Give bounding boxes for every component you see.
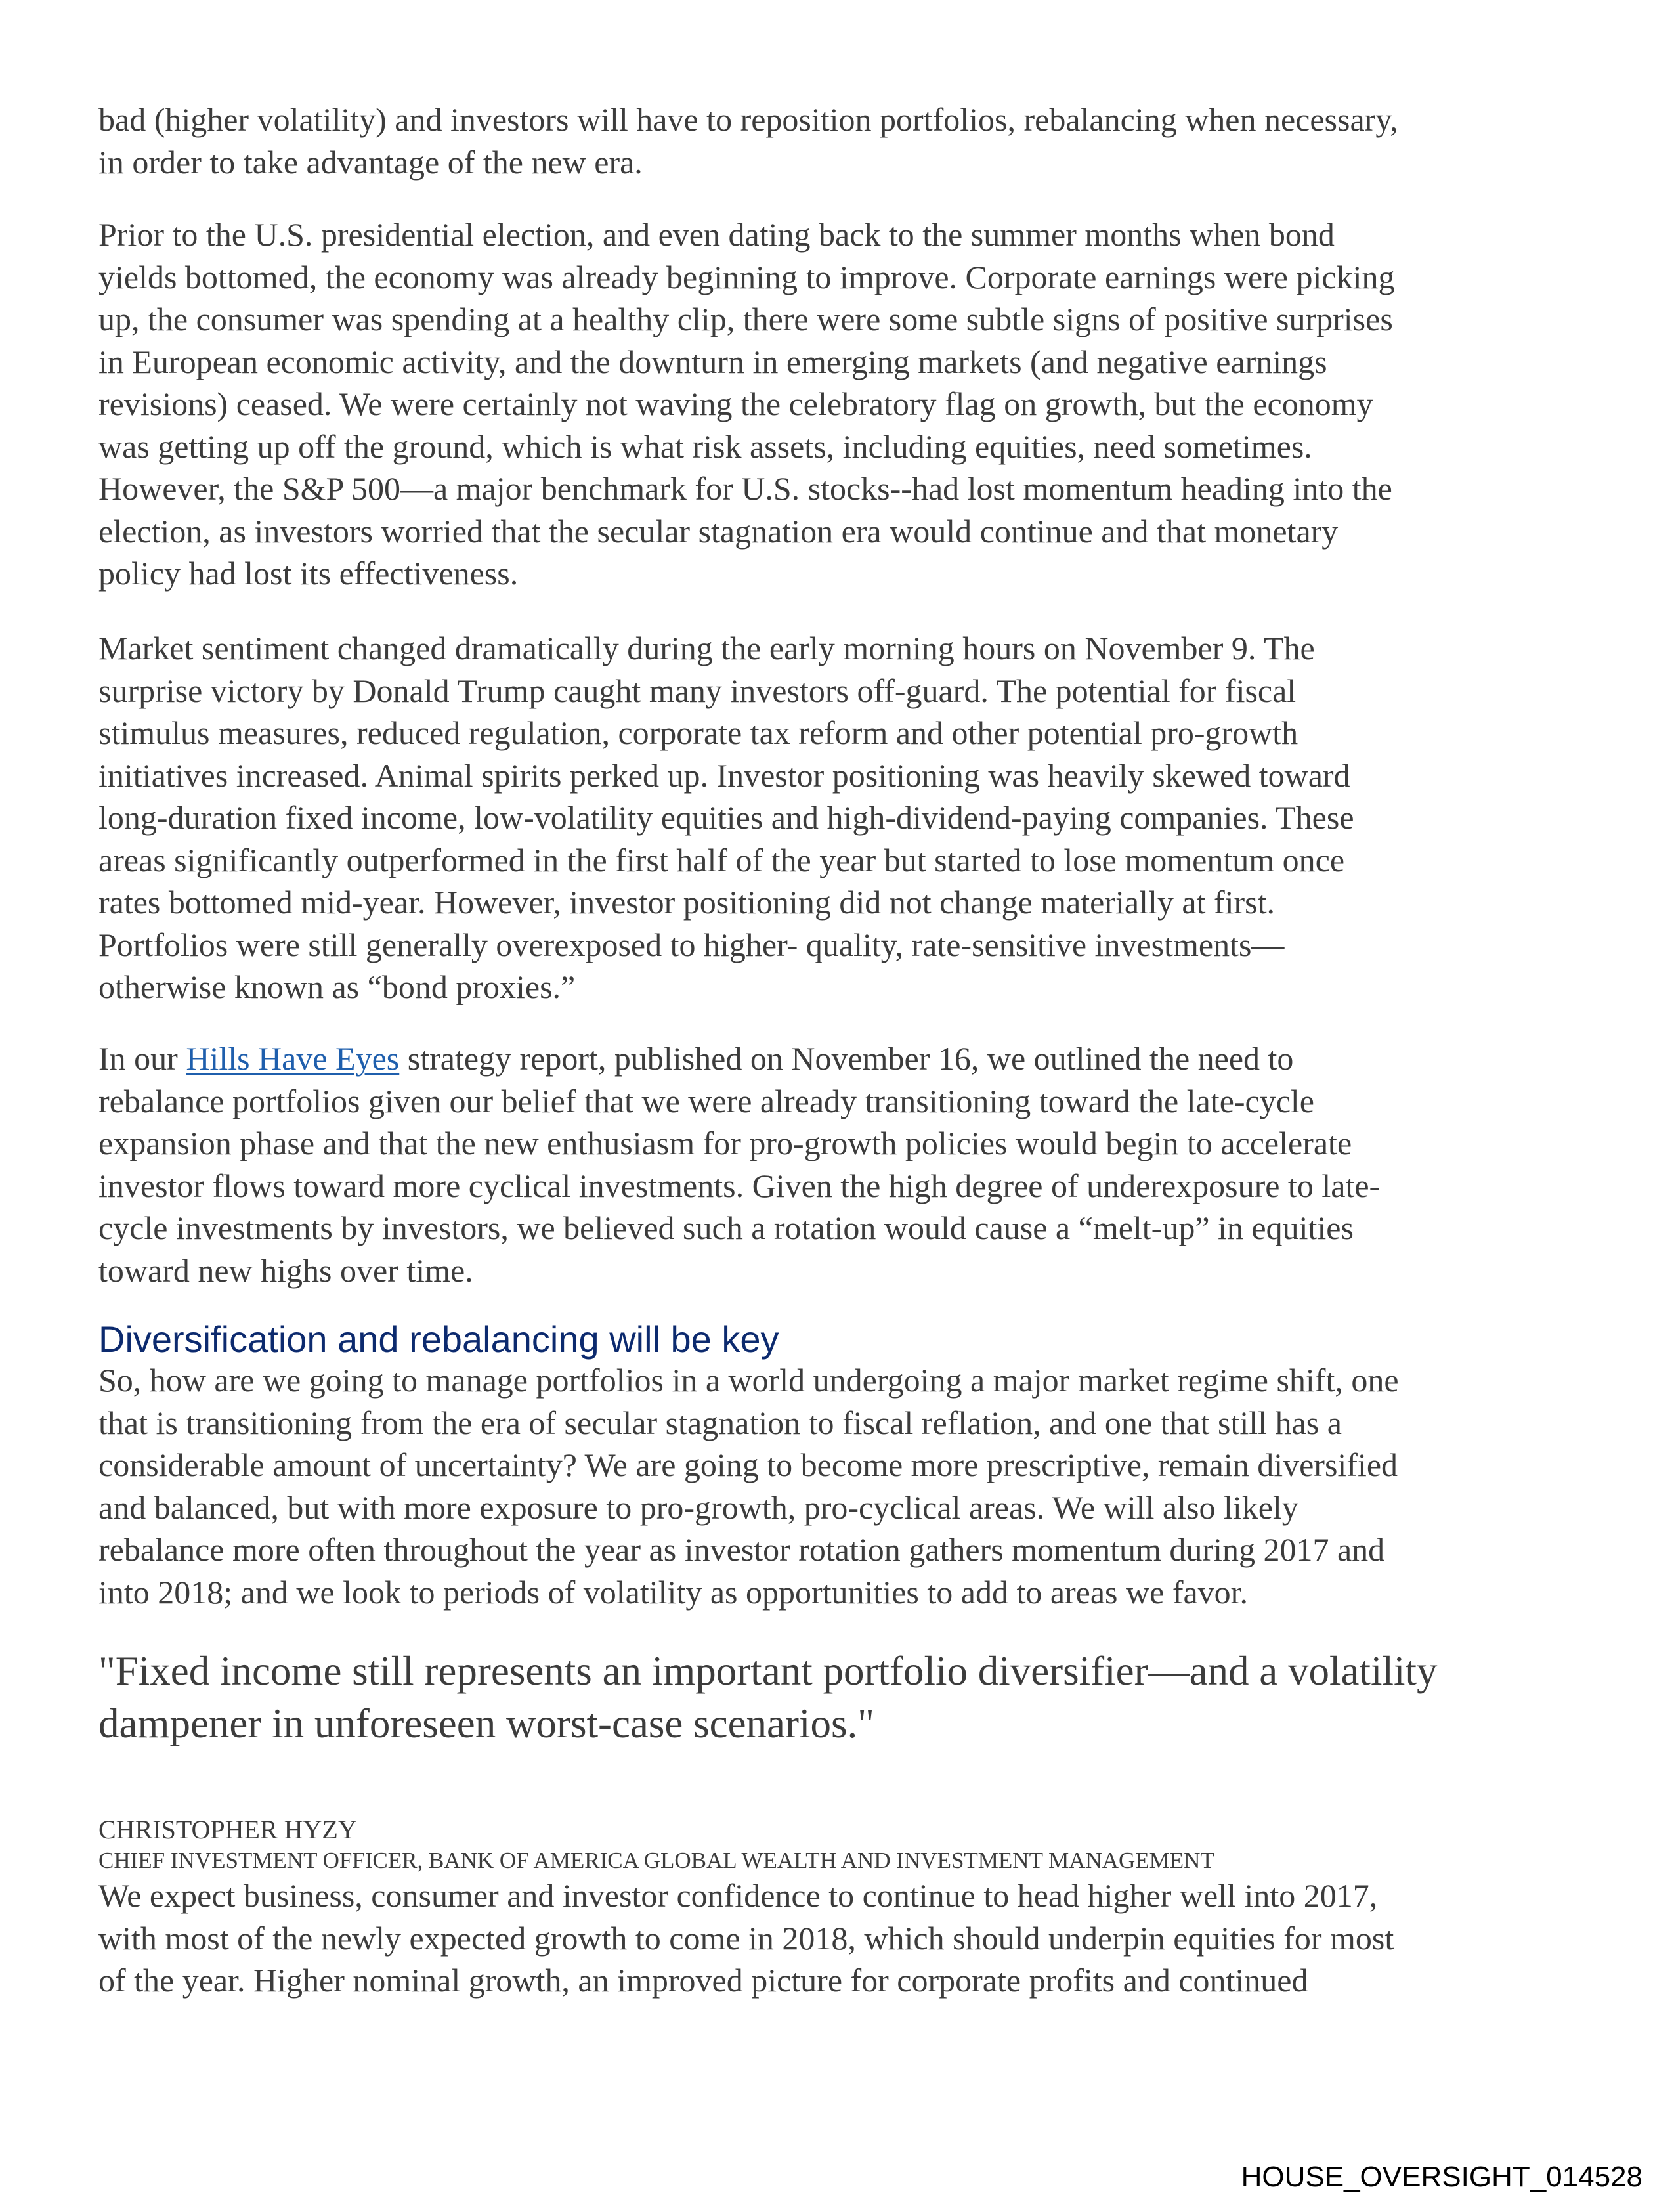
text-line: toward new highs over time. — [98, 1251, 473, 1289]
text-line: Market sentiment changed dramatically during the early morning hours on November 9. The — [98, 630, 1315, 666]
text-line: stimulus measures, reduced regulation, corporate tax reform and other potential pro-growth — [98, 714, 1298, 751]
text-line: and balanced, but with more exposure to pro-growth, pro-cyclical areas. We will also likely — [98, 1488, 1298, 1526]
text-line: So, how are we going to manage portfolios in a world undergoing a major market regime shift, one — [98, 1362, 1399, 1399]
paragraph-market-sentiment — [98, 627, 1576, 1008]
text-line: considerable amount of uncertainty? We are going to become more prescriptive, remain diversified — [98, 1446, 1398, 1483]
quote-line: "Fixed income still represents an important portfolio diversifier—and a volatility — [98, 1648, 1438, 1694]
text-line: election, as investors worried that the secular stagnation era would continue and that monetary — [98, 512, 1339, 550]
text-line: bad (higher volatility) and investors will have to reposition portfolios, rebalancing when necessary, — [98, 101, 1398, 138]
text-line: long-duration fixed income, low-volatility equities and high-dividend-paying companies. These — [98, 799, 1354, 836]
text-line: in order to take advantage of the new era. — [98, 143, 643, 181]
text-line: We expect business, consumer and investor confidence to continue to head higher well into 2017, — [98, 1877, 1378, 1914]
text-line: of the year. Higher nominal growth, an improved picture for corporate profits and continued — [98, 1962, 1308, 1999]
text-line — [98, 1037, 1576, 1080]
text-line: that is transitioning from the era of secular stagnation to fiscal reflation, and one that still has a — [98, 1404, 1342, 1441]
text-line: with most of the newly expected growth to come in 2018, which should underpin equities for most — [98, 1919, 1394, 1957]
quote-author-title: CHIEF INVESTMENT OFFICER, BANK OF AMERICA GLOBAL WEALTH AND INVESTMENT MANAGEMENT — [98, 1848, 1214, 1873]
text-fragment: In our — [98, 1040, 186, 1077]
pull-quote — [98, 1645, 1576, 1750]
text-line: in European economic activity, and the downturn in emerging markets (and negative earnings — [98, 343, 1327, 380]
text-line: otherwise known as “bond proxies.” — [98, 968, 576, 1005]
paragraph-diversification — [98, 1359, 1576, 1613]
hills-have-eyes-link[interactable]: Hills Have Eyes — [186, 1040, 400, 1077]
quote-author-name: CHRISTOPHER HYZY — [98, 1815, 357, 1844]
quote-line: dampener in unforeseen worst-case scenarios." — [98, 1701, 874, 1746]
text-line: However, the S&P 500—a major benchmark for U.S. stocks--had lost momentum heading into the — [98, 470, 1392, 507]
text-line: rebalance portfolios given our belief that we were already transitioning toward the late-cycle — [98, 1082, 1315, 1119]
text-line: initiatives increased. Animal spirits perked up. Investor positioning was heavily skewed toward — [98, 756, 1350, 794]
text-line: cycle investments by investors, we believed such a rotation would cause a “melt-up” in equities — [98, 1209, 1354, 1246]
text-line: surprise victory by Donald Trump caught many investors off-guard. The potential for fiscal — [98, 672, 1297, 709]
text-line: rebalance more often throughout the year as investor rotation gathers momentum during 2017 and — [98, 1531, 1385, 1568]
text-line: yields bottomed, the economy was already beginning to improve. Corporate earnings were picking — [98, 258, 1395, 295]
text-line: Portfolios were still generally overexposed to higher- quality, rate-sensitive investments— — [98, 926, 1285, 963]
paragraph-confidence-outlook — [98, 1875, 1576, 2002]
text-line: policy had lost its effectiveness. — [98, 555, 519, 592]
text-line: Prior to the U.S. presidential election, and even dating back to the summer months when bond — [98, 216, 1335, 253]
paragraph-strategy-report — [98, 1037, 1576, 1291]
text-line: up, the consumer was spending at a healthy clip, there were some subtle signs of positive surprises — [98, 301, 1393, 337]
text-line: revisions) ceased. We were certainly not waving the celebratory flag on growth, but the economy — [98, 385, 1373, 422]
text-line: rates bottomed mid-year. However, investor positioning did not change materially at first. — [98, 884, 1275, 921]
section-heading: Diversification and rebalancing will be key — [98, 1318, 779, 1360]
text-line: areas significantly outperformed in the first half of the year but started to lose momentum once — [98, 841, 1345, 878]
text-line: investor flows toward more cyclical investments. Given the high degree of underexposure to late- — [98, 1167, 1381, 1204]
paragraph-pre-election — [98, 213, 1576, 595]
paragraph-continuation — [98, 98, 1576, 183]
text-line: was getting up off the ground, which is what risk assets, including equities, need sometimes. — [98, 427, 1312, 465]
text-line: into 2018; and we look to periods of volatility as opportunities to add to areas we favor. — [98, 1573, 1249, 1611]
bates-number: HOUSE_OVERSIGHT_014528 — [1241, 2161, 1642, 2193]
text-line: expansion phase and that the new enthusiasm for pro-growth policies would begin to accelerate — [98, 1125, 1352, 1161]
text-fragment: strategy report, published on November 16, we outlined the need to — [399, 1040, 1294, 1077]
